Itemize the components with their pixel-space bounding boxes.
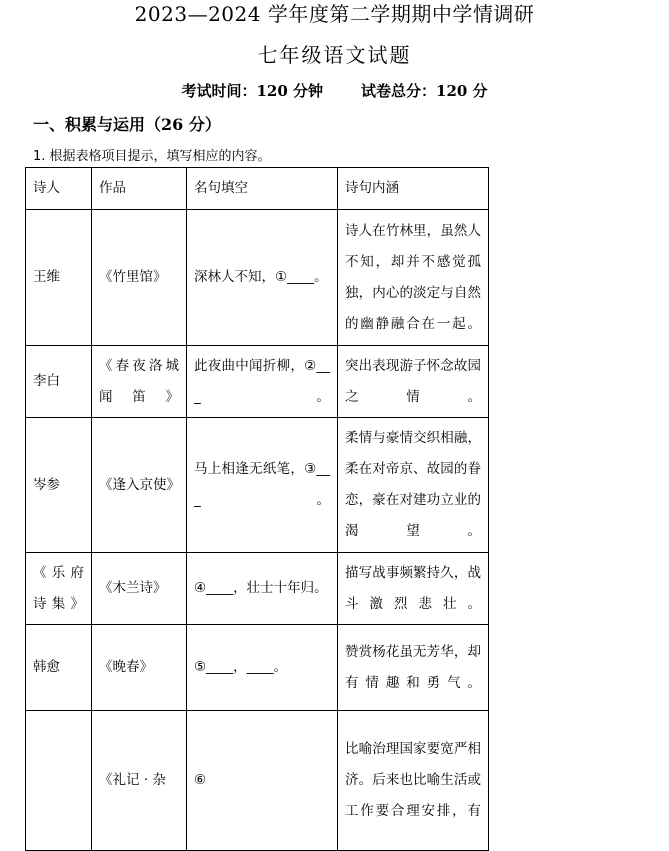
cell-meaning: 突出表现游子怀念故园之情。 bbox=[338, 346, 489, 418]
cell-blank: ④____，壮士十年归。 bbox=[187, 553, 338, 625]
cell-work: 《礼记 · 杂 bbox=[92, 711, 187, 851]
table-row bbox=[26, 553, 489, 625]
cell-meaning: 诗人在竹林里，虽然人不知，却并不感觉孤独，内心的淡定与自然的幽静融合在一起。 bbox=[338, 210, 489, 346]
table-row bbox=[26, 418, 489, 553]
cell-blank: ⑥ bbox=[187, 711, 338, 851]
section-heading: 一、积累与运用（26 分） bbox=[33, 115, 221, 134]
header-cell-meaning: 诗句内涵 bbox=[338, 168, 489, 210]
cell-meaning: 赞赏杨花虽无芳华，却有情趣和勇气。 bbox=[338, 625, 489, 711]
cell-blank: 此夜曲中闻折柳，②___。 bbox=[187, 346, 338, 418]
exam-title: 2023—2024 学年度第二学期期中学情调研 bbox=[134, 2, 535, 26]
poetry-table bbox=[25, 167, 489, 851]
exam-subtitle: 七年级语文试题 bbox=[257, 43, 412, 67]
table-row bbox=[26, 625, 489, 711]
cell-poet: 韩愈 bbox=[26, 625, 92, 711]
cell-poet bbox=[26, 711, 92, 851]
cell-blank: 深林人不知，①____。 bbox=[187, 210, 338, 346]
cell-blank: 马上相逢无纸笔，③___。 bbox=[187, 418, 338, 553]
cell-meaning: 比喻治理国家要宽严相济。后来也比喻生活或工作要合理安排，有 bbox=[338, 711, 489, 851]
question-prompt: 1. 根据表格项目提示，填写相应的内容。 bbox=[33, 149, 271, 164]
cell-work: 《春夜洛城闻笛》 bbox=[92, 346, 187, 418]
cell-poet: 岑参 bbox=[26, 418, 92, 553]
cell-meaning: 柔情与豪情交织相融，柔在对帝京、故园的眷恋，豪在对建功立业的渴望。 bbox=[338, 418, 489, 553]
exam-meta bbox=[0, 80, 669, 101]
header-cell-blank: 名句填空 bbox=[187, 168, 338, 210]
cell-meaning: 描写战事频繁持久，战斗激烈悲壮。 bbox=[338, 553, 489, 625]
cell-work: 《逢入京使》 bbox=[92, 418, 187, 553]
cell-poet: 王维 bbox=[26, 210, 92, 346]
cell-work: 《竹里馆》 bbox=[92, 210, 187, 346]
total-score: 试卷总分：120 分 bbox=[361, 82, 488, 100]
table-row bbox=[26, 210, 489, 346]
table-header-row bbox=[26, 168, 489, 210]
header-cell-poet: 诗人 bbox=[26, 168, 92, 210]
table-row bbox=[26, 346, 489, 418]
cell-work: 《木兰诗》 bbox=[92, 553, 187, 625]
cell-work: 《晚春》 bbox=[92, 625, 187, 711]
cell-poet: 《乐府诗集》 bbox=[26, 553, 92, 625]
cell-poet: 李白 bbox=[26, 346, 92, 418]
cell-blank: ⑤____，____。 bbox=[187, 625, 338, 711]
table-row bbox=[26, 711, 489, 851]
exam-time: 考试时间：120 分钟 bbox=[181, 82, 323, 100]
header-cell-work: 作品 bbox=[92, 168, 187, 210]
